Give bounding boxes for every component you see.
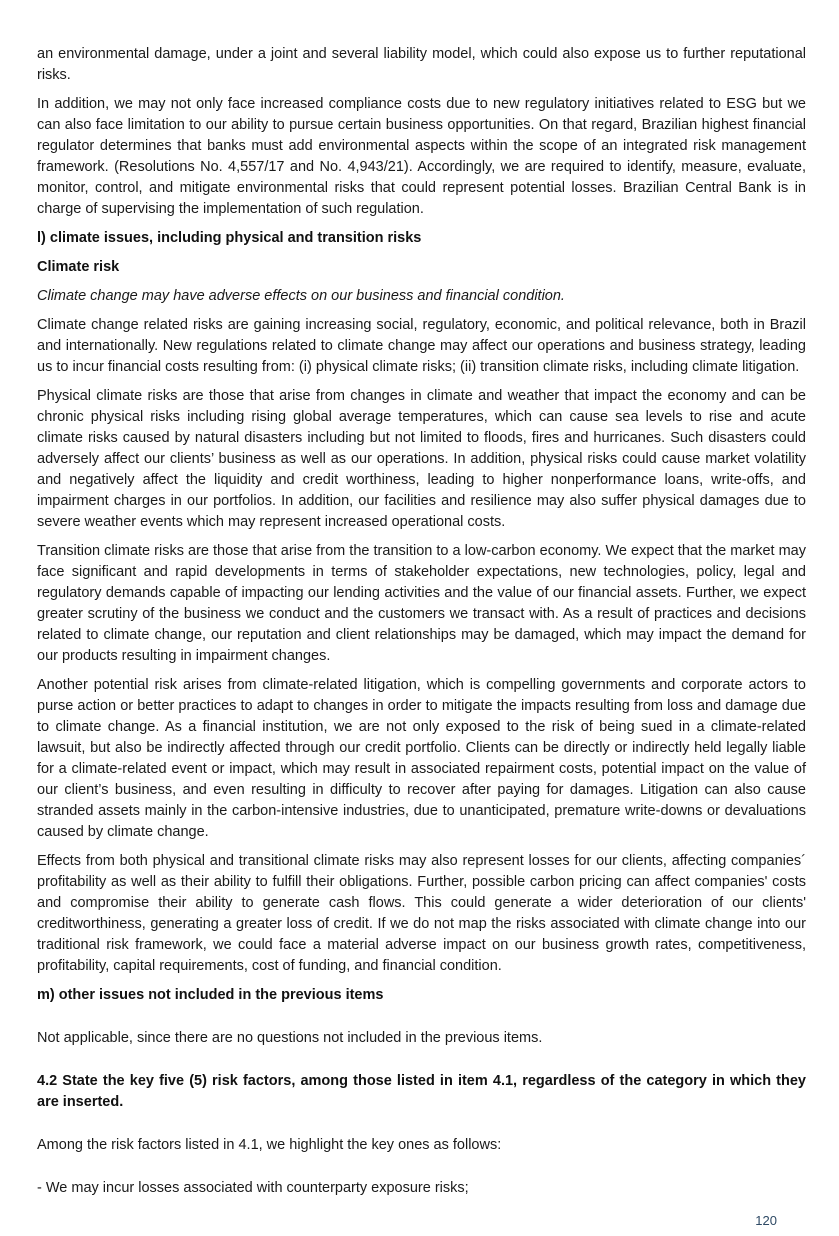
page-number: 120 (755, 1213, 777, 1228)
paragraph-among-risk-factors: Among the risk factors listed in 4.1, we highlight the key ones as follows: (37, 1137, 502, 1153)
heading-climate-issues: l) climate issues, including physical and transition risks (37, 230, 422, 246)
list-item-counterparty-risk: - We may incur losses associated with counterparty exposure risks; (37, 1180, 469, 1196)
paragraph-environmental-damage: an environmental damage, under a joint and several liability model, which could also expose us to further reputational risks. (37, 46, 806, 83)
paragraph-not-applicable: Not applicable, since there are no questions not included in the previous items. (37, 1030, 543, 1046)
paragraph-transition-climate-risks: Transition climate risks are those that arise from the transition to a low-carbon economy. We expect that the market may face significant and rapid developments in terms of stakeholder expectations, new technologies, policy, legal and regulatory demands capable of impacting our lending activities and the value of our financial assets. Further, we expect greater scrutiny of the business we conduct and the customers we transact with. As a result of practices and decisions related to climate change, our reputation and client relationships may be damaged, which may impact the demand for our products resulting in impairment changes. (37, 543, 806, 664)
paragraph-climate-regulations: Climate change related risks are gaining increasing social, regulatory, economic, and political relevance, both in Brazil and internationally. New regulations related to climate change may affect our operations and business strategy, leading us to incur financial costs resulting from: (i) physical climate risks; (ii) transition climate risks, including climate litigation. (37, 317, 806, 375)
paragraph-physical-climate-risks: Physical climate risks are those that arise from changes in climate and weather that impact the economy and can be chronic physical risks including rising global average temperatures, which can cause sea levels to rise and acute climate risks caused by natural disasters including but not limited to floods, fires and hurricanes. Such disasters could adversely affect our clients’ business as well as our operations. In addition, physical risks could cause market volatility and negatively affect the liquidity and credit worthiness, leading to higher nonperformance loans, write-offs, and impairment charges in our portfolios. In addition, our facilities and resilience may also suffer physical damages due to severe weather events which may represent increased operational costs. (37, 388, 806, 530)
heading-other-issues: m) other issues not included in the previous items (37, 987, 384, 1003)
paragraph-effects-climate-risks: Effects from both physical and transitional climate risks may also represent losses for our clients, affecting companies´ profitability as well as their ability to fulfill their obligations. Further, possible carbon pricing can affect companies' costs and compromise their ability to generate cash flows. This could generate a wider deterioration of our clients' creditworthiness, generating a greater loss of credit. If we do not map the risks associated with climate change into our traditional risk framework, we could face a material adverse impact on our business growth rates, competitiveness, profitability, capital requirements, cost of funding, and financial condition. (37, 853, 806, 974)
document-content (37, 44, 806, 1207)
subtitle-climate-change-effects: Climate change may have adverse effects on our business and financial condition. (37, 288, 565, 304)
paragraph-esg-compliance: In addition, we may not only face increased compliance costs due to new regulatory initiatives related to ESG but we can also face limitation to our ability to pursue certain business opportunities. On that regard, Brazilian highest financial regulator determines that banks must add environmental aspects within the scope of an integrated risk management framework. (Resolutions No. 4,557/17 and No. 4,943/21). Accordingly, we are required to identify, measure, evaluate, monitor, control, and mitigate environmental risks that could represent potential losses. Brazilian Central Bank is in charge of supervising the implementation of such regulation. (37, 96, 806, 217)
paragraph-climate-litigation: Another potential risk arises from climate-related litigation, which is compelling governments and corporate actors to purse action or better practices to adapt to changes in order to mitigate the impacts resulting from loss and damage due to climate change. As a financial institution, we are not only exposed to the risk of being sued in a climate-related lawsuit, but also be indirectly affected through our credit portfolio. Clients can be directly or indirectly held legally liable for a climate-related event or impact, which may result in associated repairment costs, potential impact on the value of our client’s business, and even resulting in difficulty to recover after paying for damages. Litigation can also cause stranded assets mainly in the carbon-intensive industries, due to unanticipated, premature write-downs or devaluations caused by climate change. (37, 677, 806, 840)
heading-4-2-key-risk-factors: 4.2 State the key five (5) risk factors, among those listed in item 4.1, regardless of the category in which they are inserted. (37, 1073, 806, 1110)
heading-climate-risk: Climate risk (37, 259, 120, 275)
